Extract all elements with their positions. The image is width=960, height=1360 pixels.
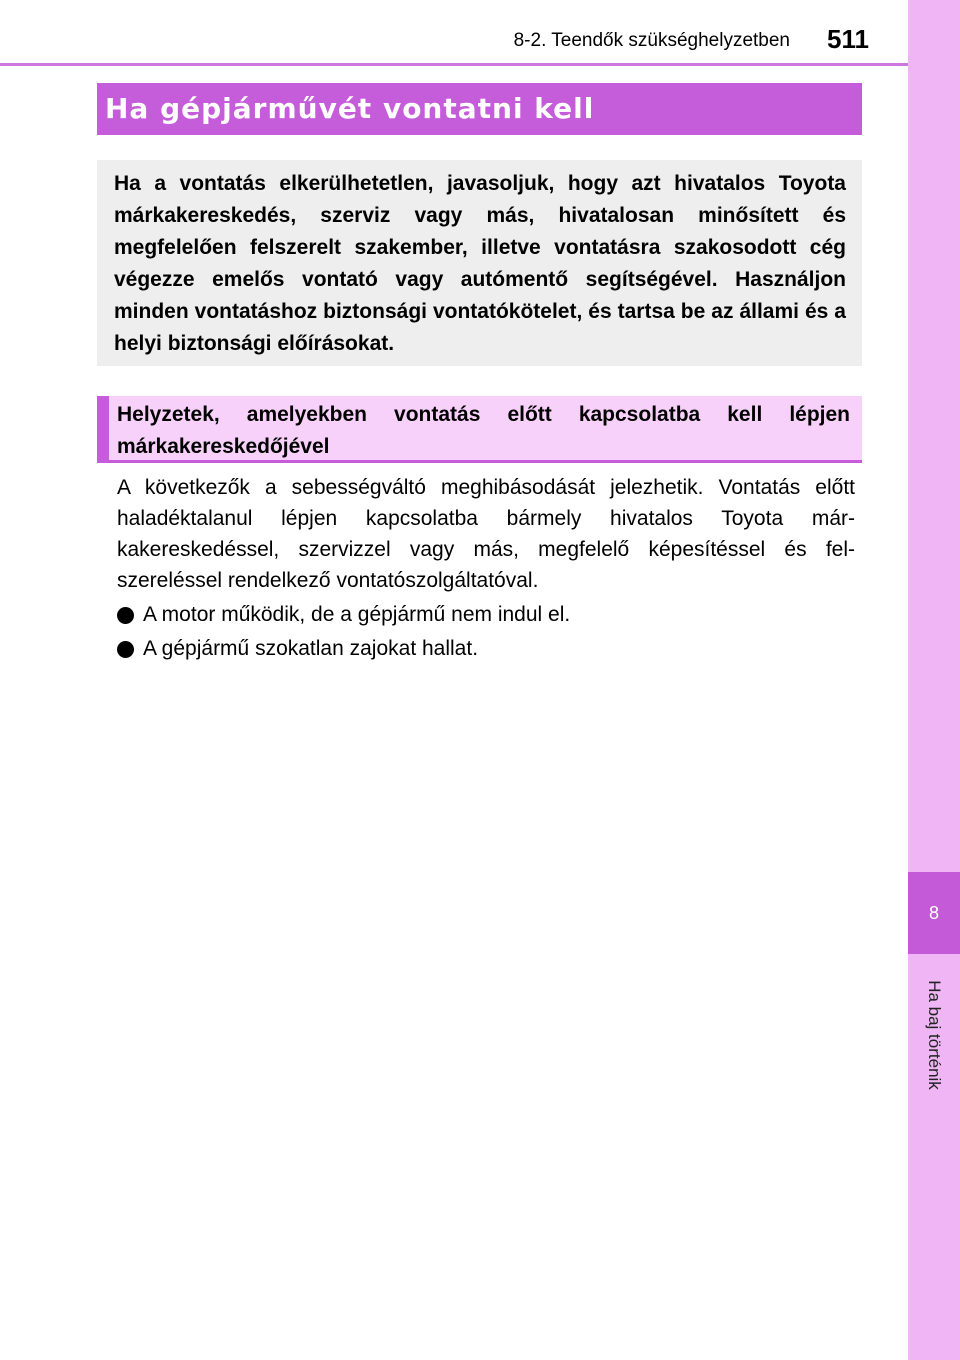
bullet-text: A motor működik, de a gépjármű nem indul el. bbox=[143, 603, 571, 626]
chapter-label: Ha baj történik bbox=[925, 980, 944, 1090]
page-number: 511 bbox=[827, 24, 869, 54]
bullet-icon bbox=[117, 641, 134, 658]
sub-heading: Helyzetek, amelyekben vontatás előtt kapcsolatba kell lépjen márkakereskedőjével bbox=[117, 403, 850, 458]
header-divider bbox=[0, 63, 908, 66]
bullet-icon bbox=[117, 607, 134, 624]
bullet-text: A gépjármű szokatlan zajokat hallat. bbox=[143, 637, 479, 660]
sub-heading-box bbox=[97, 396, 862, 463]
intro-text: Ha a vontatás elkerülhetetlen, javasoljuk, hogy azt hivatalos Toyota márkakereskedés, szerviz vagy más, hivatalosan minősített és megfelelően felszerelt szakember, illetve vontatásra szakosodott cég végezze emelős vontató vagy autómentő segítségével. Használjon minden vontatáshoz biztonsági vontatókötelet, és tartsa be az állami és a helyi biztonsági előírásokat. bbox=[114, 172, 846, 355]
chapter-number-tab bbox=[908, 872, 960, 954]
chapter-side-tab bbox=[908, 0, 960, 1360]
running-header: 8-2. Teendők szükséghelyzetben bbox=[513, 30, 790, 51]
bullet-list bbox=[117, 598, 855, 666]
list-item bbox=[117, 632, 855, 666]
chapter-number: 8 bbox=[928, 902, 939, 923]
section-title: Ha gépjárművét vontatni kell bbox=[97, 83, 862, 135]
intro-box bbox=[97, 160, 862, 366]
body-paragraph: A következők a sebességváltó meghibásodását jelezhetik. Vontatás előtt haladéktalanul lépjen kapcsolatba bármely hivatalos Toyota márkakereskedéssel, szervizzel vagy más, megfelelő képesítéssel és felszereléssel rendelkező vontatószolgáltatóval. bbox=[117, 476, 855, 592]
list-item bbox=[117, 598, 855, 632]
